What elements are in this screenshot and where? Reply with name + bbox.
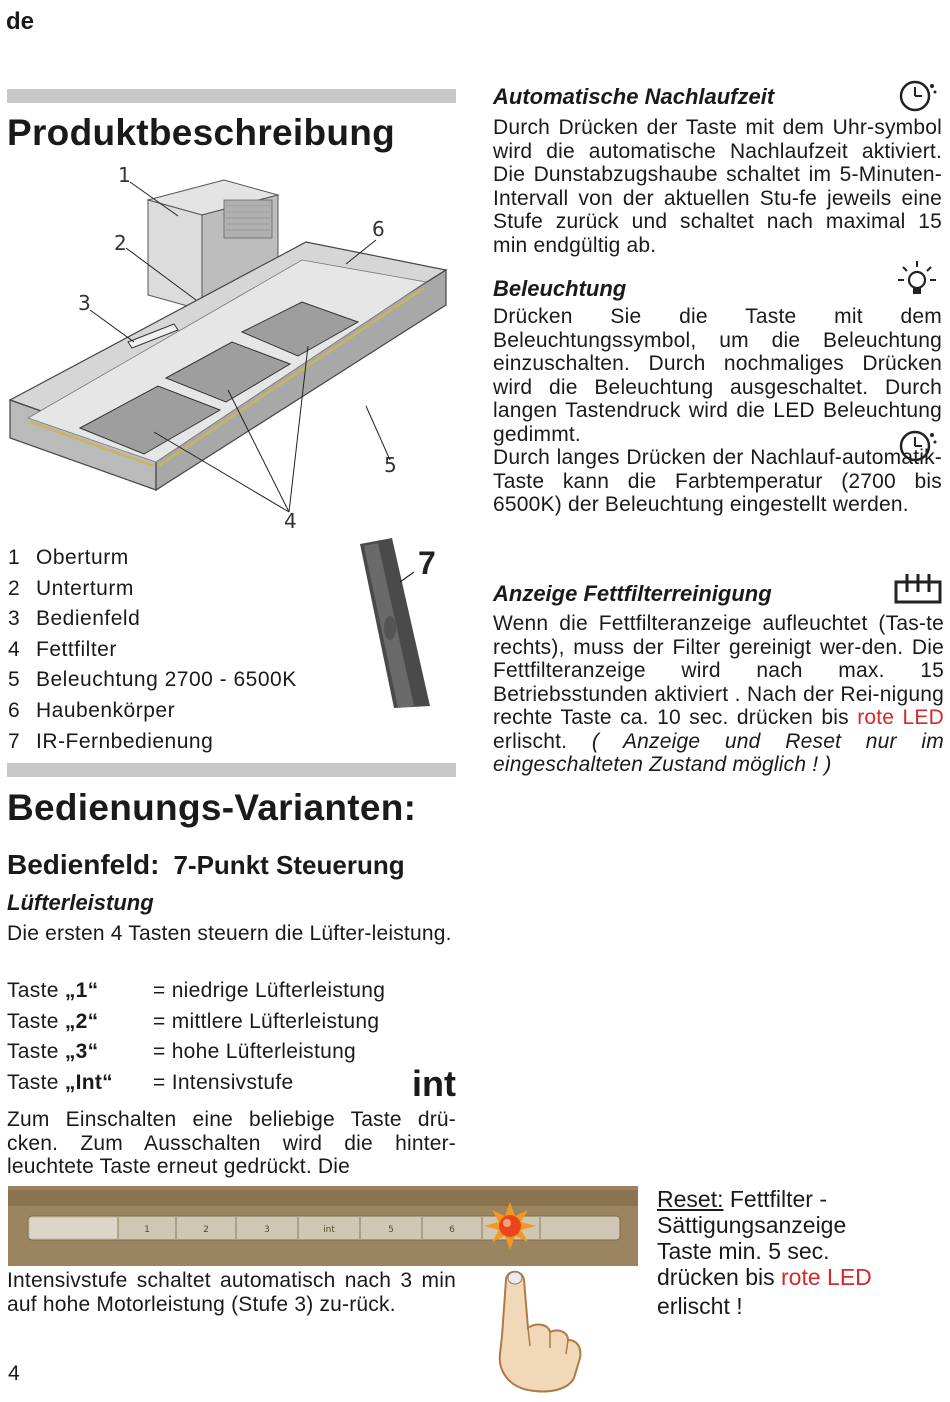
callout-6: 6: [372, 217, 385, 241]
callout-4: 4: [284, 509, 297, 533]
legend-item: 3 Bedienfeld: [8, 607, 141, 631]
section-divider: [7, 763, 456, 777]
afterrun-text: Durch Drücken der Taste mit dem Uhr-symbol wird die automatische Nachlaufzeit aktiviert. Die Dunstabzugshaube schaltet im 5-Minuten-Intervall von der aktuellen Stu-fe jeweils eine Stufe zurück und schaltet nach maximal 15 min endgültig ab.: [493, 116, 942, 257]
panel-key-int: int: [323, 1225, 335, 1235]
key-row: Taste „2“ = mittlere Lüfterleistung: [7, 1009, 380, 1033]
reset-instructions: Reset: Fettfilter - Sättigungsanzeige Taste min. 5 sec. drücken bis rote LED erlischt !: [657, 1186, 872, 1319]
light-color-text: Durch langes Drücken der Nachlauf-automatik-Taste kann die Farbtemperatur (2700 bis 6500K) der Beleuchtung eingestellt werden.: [493, 446, 942, 516]
panel-key-3: 3: [264, 1225, 270, 1235]
callout-1: 1: [118, 163, 131, 187]
legend-item: 1 Oberturm: [8, 546, 129, 569]
int-symbol: int: [412, 1063, 456, 1104]
legend-item: 2 Unterturm: [8, 576, 134, 600]
fan-intro: Die ersten 4 Tasten steuern die Lüfter-leistung.: [7, 922, 452, 945]
callout-2: 2: [114, 231, 127, 255]
light-text: Drücken Sie die Taste mit dem Beleuchtungssymbol, um die Beleuchtung einzuschalten. Durch nochmaliges Drücken wird die Beleuchtung ausgeschaltet. Durch langen Tastendruck wird die LED Beleuchtung gedimmt.: [493, 305, 942, 446]
variants-title: Bedienungs-Varianten:: [7, 787, 417, 828]
reset-label: Reset:: [657, 1186, 724, 1212]
product-legend: [8, 543, 297, 757]
language-code: de: [6, 8, 35, 35]
key-row: Taste „3“ = hohe Lüfterleistung: [7, 1040, 357, 1064]
intensive-text: Intensivstufe schaltet automatisch nach 3 min auf hohe Motorleistung (Stufe 3) zu-rück.: [7, 1269, 456, 1316]
panel-type: 7-Punkt Steuerung: [173, 850, 405, 880]
panel-key-5: 5: [388, 1225, 394, 1235]
control-panel-image: [8, 1186, 638, 1266]
legend-item: 4 Fettfilter: [8, 637, 117, 661]
panel-label: Bedienfeld:: [7, 849, 160, 880]
callout-5: 5: [384, 453, 397, 477]
afterrun-heading: Automatische Nachlaufzeit: [493, 84, 775, 109]
page-number: 4: [8, 1362, 20, 1385]
grease-filter-icon: [893, 572, 943, 606]
fan-heading: Lüfterleistung: [7, 890, 154, 915]
panel-key-2: 2: [203, 1225, 209, 1235]
clock-icon: [895, 78, 939, 112]
hood-illustration: [6, 160, 456, 535]
key-row: Taste „Int“ = Intensivstufe: [7, 1070, 294, 1094]
key-list: [7, 976, 385, 1098]
filter-heading: Anzeige Fettfilterreinigung: [493, 581, 772, 606]
red-led-label: rote LED: [857, 706, 944, 729]
finger-pointing-icon: [488, 1266, 586, 1396]
red-led-label: rote LED: [781, 1264, 872, 1290]
on-off-text: Zum Einschalten eine beliebige Taste drü-cken. Zum Ausschalten wird die hinter-leuchtete Taste erneut gedrückt. Die: [7, 1108, 456, 1178]
callout-3: 3: [78, 291, 91, 315]
panel-heading: [7, 849, 405, 881]
light-bulb-icon: [895, 258, 939, 302]
panel-key-6: 6: [449, 1225, 455, 1235]
filter-text: Wenn die Fettfilteranzeige aufleuchtet (Tas-te rechts), muss der Filter gereinigt wer-den. Die Fettfilteranzeige wird nach max. 15 Betriebsstunden aktiviert . Nach der Rei-nigung rechte Taste ca. 10 sec. drücken bis rote LED erlischt. ( Anzeige und Reset nur im eingeschalteten Zustand möglich ! ): [493, 612, 944, 776]
legend-item: 5 Beleuchtung 2700 - 6500K: [8, 668, 297, 692]
product-title: Produktbeschreibung: [7, 112, 396, 153]
light-heading: Beleuchtung: [493, 276, 627, 301]
panel-key-1: 1: [144, 1225, 150, 1235]
clock-icon: [895, 426, 939, 466]
callout-7: 7: [418, 545, 436, 581]
key-row: Taste „1“ = niedrige Lüfterleistung: [7, 979, 386, 1002]
legend-item: 6 Haubenkörper: [8, 698, 176, 722]
legend-item: 7 IR-Fernbedienung: [8, 729, 214, 753]
section-divider: [7, 89, 456, 103]
remote-control-image: [334, 538, 458, 708]
